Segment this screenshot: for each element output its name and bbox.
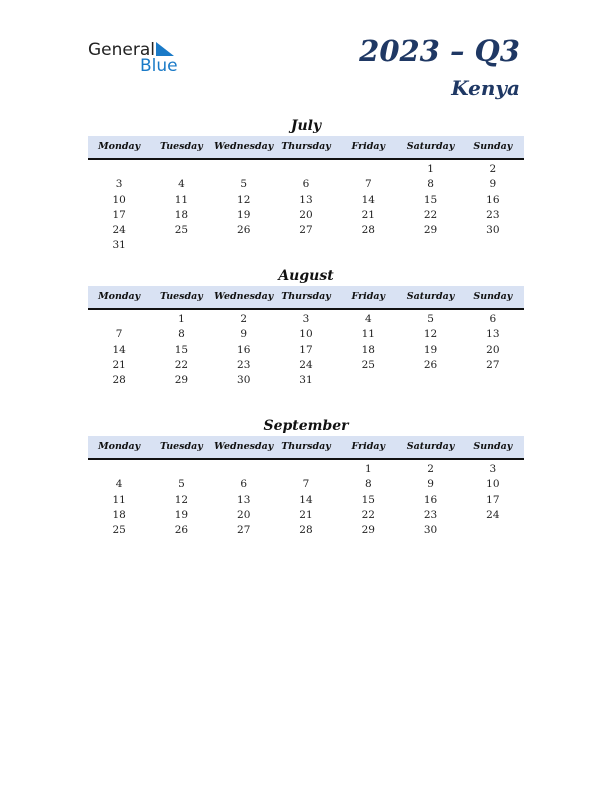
day-cell: 16: [237, 343, 251, 356]
empty-day-cell: [462, 373, 524, 388]
day-cell: 30: [423, 524, 438, 537]
day-cell: 23: [486, 208, 500, 221]
day-cell: 17: [486, 493, 500, 506]
weekday-label-sunday: Sunday: [473, 441, 513, 452]
day-cell: 24: [112, 224, 126, 237]
day-cell: 12: [423, 328, 438, 341]
logo-text-general: General: [88, 40, 155, 60]
page-title: 2023 – Q3: [359, 34, 520, 68]
day-cell: 8: [364, 478, 372, 491]
day-cell: 26: [423, 358, 438, 371]
day-cell: 8: [427, 178, 434, 191]
day-cell: 17: [299, 343, 313, 356]
weekday-label-wednesday: Wednesday: [214, 141, 274, 152]
day-cell: 16: [486, 193, 500, 206]
day-cell: 19: [423, 343, 438, 356]
day-cell: 10: [299, 328, 313, 341]
day-cell: 14: [112, 343, 126, 356]
day-cell: 2: [489, 163, 497, 175]
day-cell: 6: [240, 478, 248, 491]
day-cell: 15: [361, 493, 375, 506]
day-cell: 19: [174, 508, 189, 521]
weekday-label-wednesday: Wednesday: [214, 291, 274, 302]
day-cell: 29: [361, 524, 375, 537]
day-cell: 14: [299, 493, 313, 506]
day-cell: 16: [423, 493, 438, 506]
empty-day-cell: [399, 238, 461, 253]
empty-day-cell: [337, 238, 399, 253]
day-cell: 10: [112, 193, 126, 206]
day-cell: 25: [112, 524, 126, 537]
month-july: [88, 116, 524, 254]
day-cell: 5: [427, 313, 434, 325]
day-cell: 31: [299, 374, 313, 387]
day-cell: 31: [112, 239, 126, 252]
day-cell: 19: [237, 208, 251, 221]
generalblue-logo: [88, 40, 188, 76]
day-cell: 3: [115, 178, 123, 191]
weekday-label-sunday: Sunday: [473, 141, 513, 152]
day-cell: 4: [178, 178, 185, 191]
month-september: [88, 416, 524, 538]
weekday-label-saturday: Saturday: [406, 441, 455, 452]
weekday-label-thursday: Thursday: [281, 441, 331, 452]
country-name: Kenya: [451, 76, 520, 100]
empty-day-cell: [150, 238, 212, 253]
empty-day-cell: [88, 462, 150, 477]
day-cell: 27: [299, 224, 313, 237]
weekday-header: [88, 136, 524, 160]
day-cell: 21: [299, 508, 313, 521]
day-cell: 21: [112, 358, 126, 371]
day-cell: 13: [237, 493, 251, 506]
day-cell: 28: [299, 524, 313, 537]
weekday-label-monday: Monday: [98, 291, 141, 302]
weekday-label-thursday: Thursday: [281, 141, 331, 152]
day-cell: 24: [486, 508, 500, 521]
day-cell: 7: [302, 478, 310, 491]
day-cell: 27: [486, 358, 500, 371]
weekday-header: [88, 436, 524, 460]
empty-day-cell: [88, 162, 150, 177]
day-cell: 6: [489, 313, 497, 325]
logo-text-blue: Blue: [140, 56, 178, 76]
day-cell: 3: [302, 313, 310, 325]
day-cell: 7: [115, 328, 123, 341]
day-cell: 1: [427, 163, 434, 175]
day-cell: 26: [237, 224, 251, 237]
day-cell: 28: [112, 374, 126, 387]
weekday-label-tuesday: Tuesday: [160, 441, 203, 452]
day-cell: 26: [174, 524, 189, 537]
weekday-label-friday: Friday: [351, 291, 386, 302]
day-cell: 22: [361, 508, 375, 521]
empty-day-cell: [462, 238, 524, 253]
day-cell: 20: [237, 508, 251, 521]
day-cell: 12: [237, 193, 251, 206]
weekday-label-saturday: Saturday: [406, 141, 455, 152]
day-cell: 20: [299, 208, 313, 221]
day-cell: 25: [174, 224, 189, 237]
weekday-label-wednesday: Wednesday: [214, 441, 274, 452]
day-cell: 27: [237, 524, 251, 537]
day-cell: 11: [361, 328, 375, 341]
day-cell: 12: [174, 493, 189, 506]
day-cell: 3: [489, 463, 497, 475]
day-cell: 21: [361, 208, 375, 221]
day-cell: 9: [489, 178, 497, 191]
day-cell: 30: [237, 374, 251, 387]
weekday-label-tuesday: Tuesday: [160, 141, 203, 152]
day-cell: 2: [240, 313, 248, 325]
weekday-label-monday: Monday: [98, 441, 141, 452]
day-cell: 9: [427, 478, 434, 491]
day-cell: 6: [302, 178, 310, 191]
day-cell: 17: [112, 208, 126, 221]
weekday-label-saturday: Saturday: [406, 291, 455, 302]
empty-day-cell: [150, 162, 212, 177]
empty-day-cell: [462, 523, 524, 538]
weekday-label-thursday: Thursday: [281, 291, 331, 302]
empty-day-cell: [213, 238, 275, 253]
day-cell: 11: [112, 493, 126, 506]
day-cell: 15: [423, 193, 438, 206]
day-cell: 4: [115, 478, 123, 491]
month-title: July: [290, 118, 322, 134]
day-cell: 1: [178, 313, 185, 325]
day-cell: 7: [364, 178, 372, 191]
weekday-label-monday: Monday: [98, 141, 141, 152]
day-grid: [88, 460, 524, 538]
empty-day-cell: [88, 312, 150, 327]
day-cell: 22: [174, 358, 189, 371]
day-cell: 5: [178, 478, 185, 491]
day-cell: 23: [423, 508, 438, 521]
empty-day-cell: [150, 462, 212, 477]
month-title: September: [263, 418, 349, 434]
day-cell: 29: [174, 374, 189, 387]
weekday-label-friday: Friday: [351, 441, 386, 452]
day-cell: 15: [174, 343, 189, 356]
day-cell: 28: [361, 224, 375, 237]
day-cell: 18: [174, 208, 189, 221]
day-cell: 5: [240, 178, 248, 191]
day-cell: 4: [364, 313, 372, 325]
day-cell: 14: [361, 193, 375, 206]
day-cell: 22: [423, 208, 438, 221]
day-cell: 10: [486, 478, 500, 491]
day-grid: [88, 160, 524, 254]
empty-day-cell: [399, 373, 461, 388]
day-cell: 29: [423, 224, 438, 237]
day-cell: 11: [174, 193, 189, 206]
day-cell: 8: [178, 328, 185, 341]
empty-day-cell: [275, 238, 337, 253]
empty-day-cell: [213, 462, 275, 477]
day-cell: 20: [486, 343, 500, 356]
month-august: [88, 266, 524, 388]
day-cell: 25: [361, 358, 375, 371]
weekday-header: [88, 286, 524, 310]
empty-day-cell: [213, 162, 275, 177]
empty-day-cell: [275, 162, 337, 177]
day-cell: 13: [299, 193, 313, 206]
weekday-label-tuesday: Tuesday: [160, 291, 203, 302]
day-grid: [88, 310, 524, 388]
day-cell: 18: [361, 343, 375, 356]
day-cell: 23: [237, 358, 251, 371]
day-cell: 2: [427, 463, 434, 475]
weekday-label-friday: Friday: [351, 141, 386, 152]
day-cell: 30: [486, 224, 500, 237]
day-cell: 18: [112, 508, 126, 521]
day-cell: 9: [240, 328, 248, 341]
empty-day-cell: [337, 373, 399, 388]
day-cell: 1: [364, 463, 372, 475]
weekday-label-sunday: Sunday: [473, 291, 513, 302]
day-cell: 13: [486, 328, 500, 341]
empty-day-cell: [337, 162, 399, 177]
month-title: August: [278, 268, 334, 284]
day-cell: 24: [299, 358, 313, 371]
empty-day-cell: [275, 462, 337, 477]
